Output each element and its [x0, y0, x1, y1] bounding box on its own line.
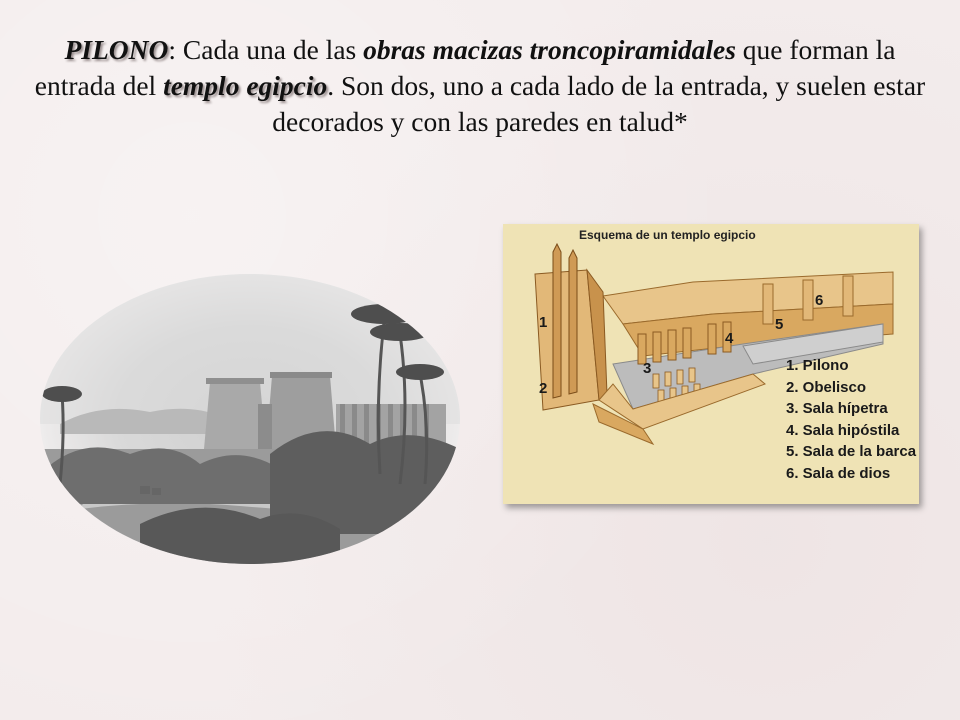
emph-obras-macizas: obras macizas troncopiramidales	[363, 34, 736, 65]
legend-item-pilono: 1. Pilono	[786, 357, 849, 374]
term-pilono: PILONO	[64, 34, 169, 65]
label-1: 1	[539, 314, 548, 331]
label-4: 4	[725, 330, 734, 347]
legend-item-sala-barca: 5. Sala de la barca	[786, 443, 917, 460]
label-6: 6	[815, 292, 824, 309]
label-5: 5	[775, 316, 784, 333]
label-3: 3	[643, 360, 652, 377]
title-text-3: . Son dos, uno a cada lado de la entrada, y suelen estar decorados y con las paredes en talud*	[272, 70, 926, 137]
schema-title: Esquema de un templo egipcio	[579, 228, 756, 242]
legend-item-sala-dios: 6. Sala de dios	[786, 464, 891, 482]
temple-schema-diagram	[503, 224, 919, 504]
title-text-2: que forman la entrada del	[34, 34, 896, 101]
slide-title	[30, 32, 930, 140]
title-text-1: : Cada una de las	[168, 34, 364, 65]
emph-templo-egipcio: templo egipcio	[163, 70, 328, 101]
legend-item-sala-hipetra: 3. Sala hípetra	[786, 400, 888, 417]
legend-item-obelisco: 2. Obelisco	[786, 378, 867, 396]
legend-item-sala-hipostila: 4. Sala hipóstila	[786, 421, 900, 439]
temple-engraving-image	[40, 274, 460, 564]
label-2: 2	[539, 380, 548, 397]
schema-legend	[786, 355, 916, 484]
